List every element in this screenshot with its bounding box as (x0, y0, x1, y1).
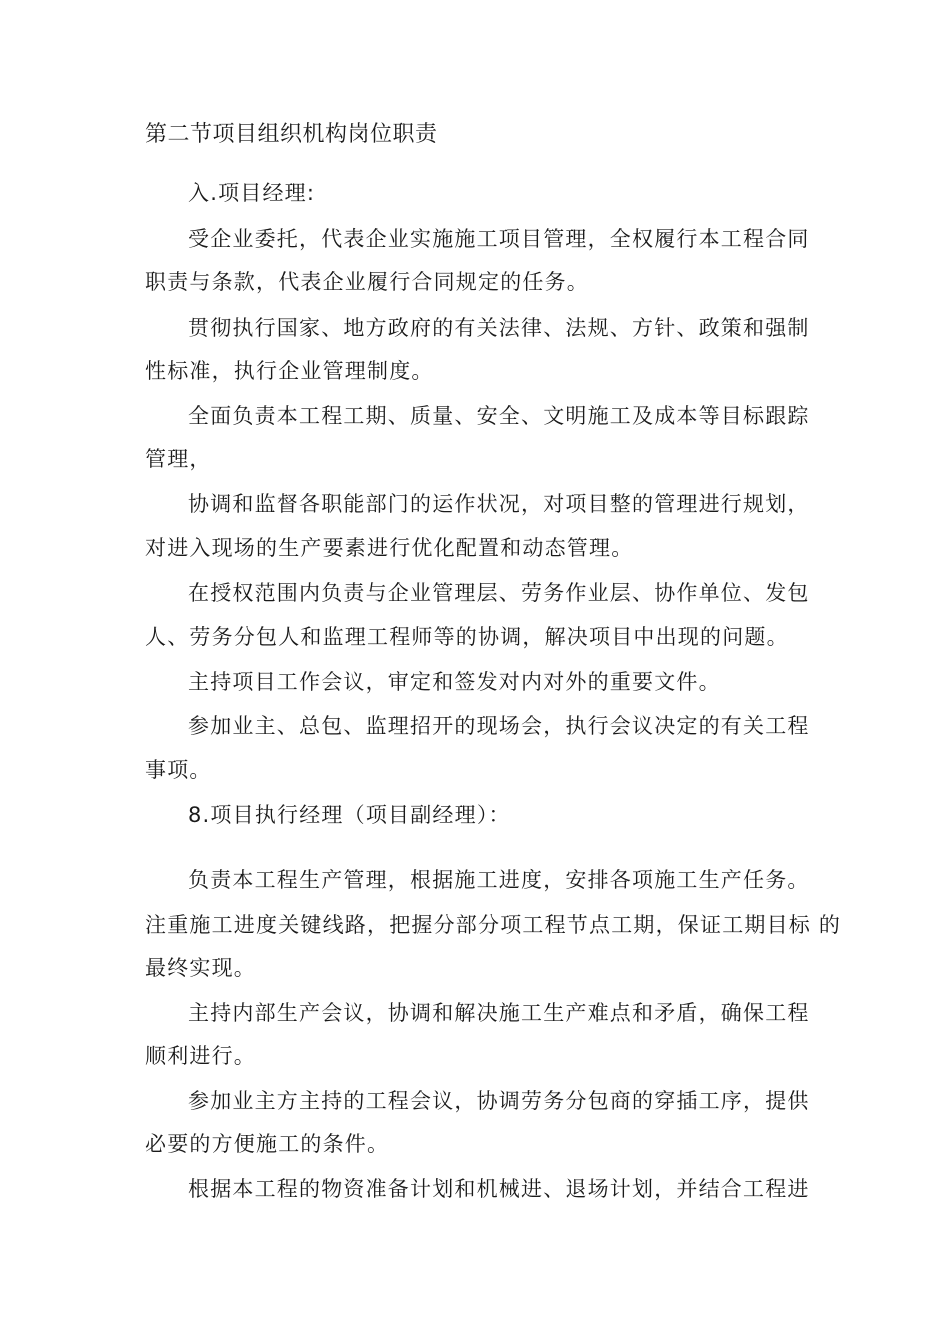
paragraph-line: 顺利进行。 (145, 1044, 256, 1068)
paragraph-line: 协调和监督各职能部门的运作状况，对项目整的管理进行规划， (188, 492, 810, 516)
paragraph-line: 职责与条款，代表企业履行合同规定的任务。 (145, 270, 589, 294)
subheading-executive-manager: 8.项目执行经理（项目副经理）： (188, 803, 511, 827)
paragraph-line: 根据本工程的物资准备计划和机械进、退场计划，并结合工程进 (188, 1177, 810, 1201)
paragraph-line: 负责本工程生产管理，根据施工进度，安排各项施工生产任务。 (188, 868, 810, 892)
paragraph-line: 参加业主、总包、监理招开的现场会，执行会议决定的有关工程 (188, 714, 810, 738)
paragraph-line: 对进入现场的生产要素进行优化配置和动态管理。 (145, 536, 634, 560)
paragraph-line: 参加业主方主持的工程会议，协调劳务分包商的穿插工序，提供 (188, 1089, 810, 1113)
subheading-project-manager: 入.项目经理: (188, 181, 316, 205)
section-heading: 第二节项目组织机构岗位职责 (145, 122, 438, 147)
paragraph-line: 性标准，执行企业管理制度。 (145, 359, 434, 383)
paragraph-line: 受企业委托，代表企业实施施工项目管理，全权履行本工程合同 (188, 227, 810, 251)
paragraph-line: 事项。 (145, 758, 212, 782)
paragraph-line: 管理， (145, 447, 212, 471)
paragraph-line: 全面负责本工程工期、质量、安全、文明施工及成本等目标跟踪 (188, 404, 810, 428)
paragraph-line: 最终实现。 (145, 956, 256, 980)
paragraph-line: 在授权范围内负责与企业管理层、劳务作业层、协作单位、发包 (188, 581, 810, 605)
paragraph-line: 主持内部生产会议，协调和解决施工生产难点和矛盾，确保工程 (188, 1001, 810, 1025)
paragraph-line: 必要的方便施工的条件。 (145, 1132, 390, 1156)
paragraph-line: 主持项目工作会议，审定和签发对内对外的重要文件。 (188, 670, 721, 694)
paragraph-line: 贯彻执行国家、地方政府的有关法律、法规、方针、政策和强制 (188, 316, 810, 340)
paragraph-line: 注重施工进度关键线路，把握分部分项工程节点工期，保证工期目标 的 (145, 913, 842, 937)
paragraph-line: 人、劳务分包人和监理工程师等的协调，解决项目中出现的问题。 (145, 625, 789, 649)
